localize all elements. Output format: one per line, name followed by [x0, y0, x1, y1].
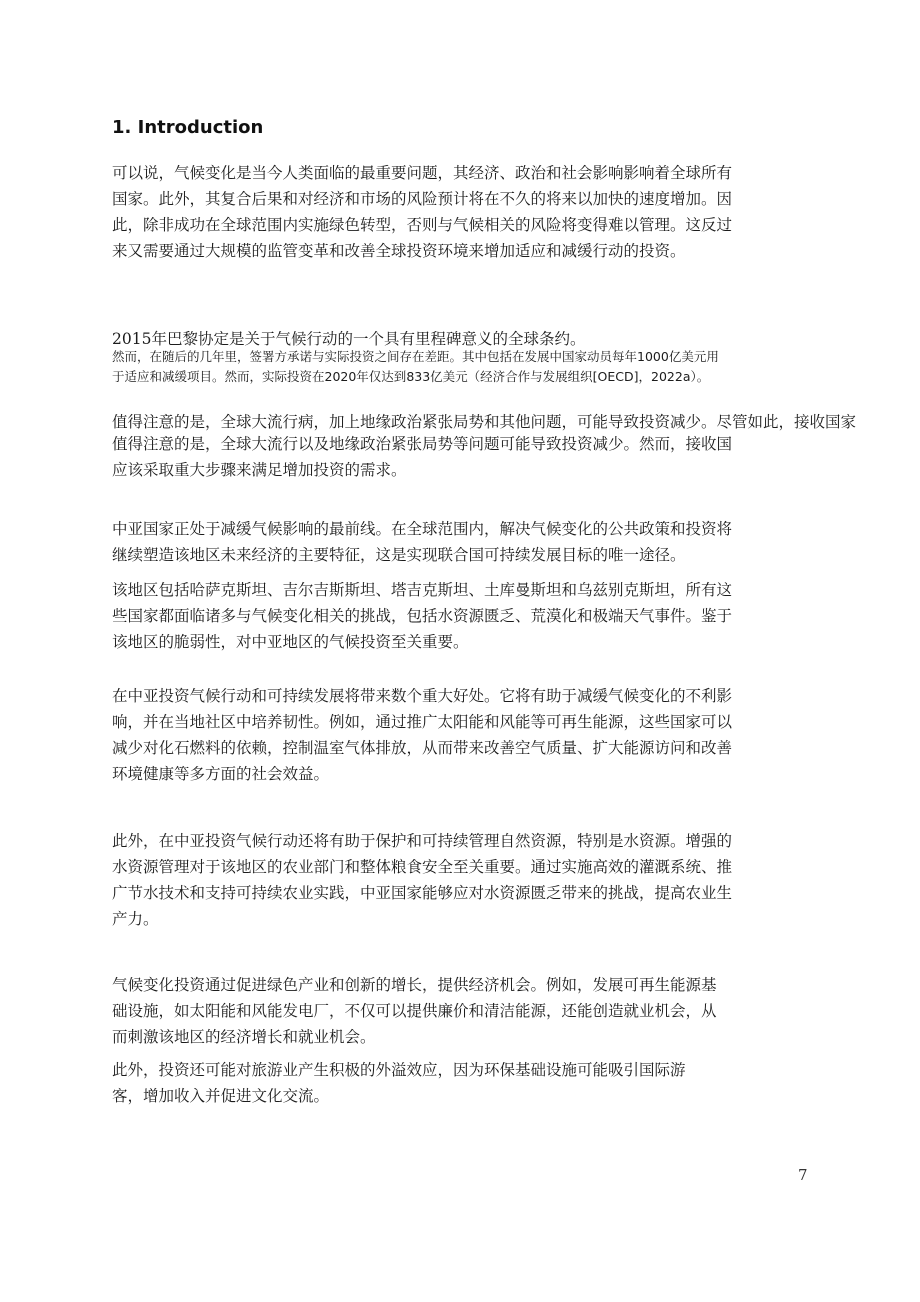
- paragraph-central-asia-frontline: [112, 516, 802, 568]
- text-line: 些国家都面临诸多与气候变化相关的挑战，包括水资源匮乏、荒漠化和极端天气事件。鉴于: [112, 607, 733, 625]
- text-line: 础设施，如太阳能和风能发电厂，不仅可以提供廉价和清洁能源，还能创造就业机会，从: [112, 1002, 717, 1020]
- paragraph-water-resources: [112, 828, 802, 932]
- text-line: 产力。: [112, 910, 159, 928]
- text-line: 减少对化石燃料的依赖，控制温室气体排放，从而带来改善空气质量、扩大能源访问和改善: [112, 739, 733, 757]
- text-line: 继续塑造该地区未来经济的主要特征，这是实现联合国可持续发展目标的唯一途径。: [112, 546, 686, 564]
- text-line: 该地区的脆弱性，对中亚地区的气候投资至关重要。: [112, 633, 469, 651]
- text-line: 于适应和减缓项目。然而，实际投资在2020年仅达到833亿美元（经济合作与发展组织[OECD]，2022a）。: [112, 369, 710, 384]
- text-line: 在中亚投资气候行动和可持续发展将带来数个重大好处。它将有助于减缓气候变化的不利影: [112, 687, 733, 705]
- text-line: 此外，投资还可能对旅游业产生积极的外溢效应，因为环保基础设施可能吸引国际游: [112, 1061, 686, 1079]
- text-line: 中亚国家正处于减缓气候影响的最前线。在全球范围内，解决气候变化的公共政策和投资将: [112, 520, 733, 538]
- paragraph-benefits: [112, 683, 802, 787]
- paragraph-paris-agreement-detail: [112, 347, 802, 387]
- text-line: 值得注意的是，全球大流行以及地缘政治紧张局势等问题可能导致投资减少。然而，接收国: [112, 435, 733, 453]
- text-line: 可以说，气候变化是当今人类面临的最重要问题，其经济、政治和社会影响影响着全球所有: [112, 164, 733, 182]
- text-line: 广节水技术和支持可持续农业实践，中亚国家能够应对水资源匮乏带来的挑战，提高农业生: [112, 884, 733, 902]
- paragraph-tourism: [112, 1057, 802, 1109]
- text-line: 环境健康等多方面的社会效益。: [112, 765, 330, 783]
- text-line: 而刺激该地区的经济增长和就业机会。: [112, 1028, 376, 1046]
- section-heading: 1. Introduction: [112, 117, 264, 138]
- text-line: 响，并在当地社区中培养韧性。例如，通过推广太阳能和风能等可再生能源，这些国家可以: [112, 713, 733, 731]
- text-line: 该地区包括哈萨克斯坦、吉尔吉斯斯坦、塔吉克斯坦、土库曼斯坦和乌兹别克斯坦，所有这: [112, 581, 733, 599]
- paragraph-pandemic: [112, 431, 802, 483]
- paragraph-region-countries: [112, 577, 802, 655]
- text-line: 气候变化投资通过促进绿色产业和创新的增长，提供经济机会。例如，发展可再生能源基: [112, 976, 717, 994]
- text-line: 此外，在中亚投资气候行动还将有助于保护和可持续管理自然资源，特别是水资源。增强的: [112, 832, 733, 850]
- text-line: 2015年巴黎协定是关于气候行动的一个具有里程碑意义的全球条约。: [112, 330, 586, 348]
- page-number: 7: [798, 1166, 808, 1184]
- text-line: 水资源管理对于该地区的农业部门和整体粮食安全至关重要。通过实施高效的灌溉系统、推: [112, 858, 733, 876]
- text-line: 来又需要通过大规模的监管变革和改善全球投资环境来增加适应和减缓行动的投资。: [112, 242, 686, 260]
- overflow-text-line: 值得注意的是，全球大流行病，加上地缘政治紧张局势和其他问题，可能导致投资减少。尽管如此，接收国家: [112, 413, 857, 431]
- paragraph-introduction: [112, 160, 802, 264]
- text-line: 然而，在随后的几年里，签署方承诺与实际投资之间存在差距。其中包括在发展中国家动员每年1000亿美元用: [112, 349, 719, 364]
- text-line: 国家。此外，其复合后果和对经济和市场的风险预计将在不久的将来以加快的速度增加。因: [112, 190, 733, 208]
- paragraph-economic-opportunity: [112, 972, 802, 1050]
- text-line: 客，增加收入并促进文化交流。: [112, 1087, 330, 1105]
- text-line: 此，除非成功在全球范围内实施绿色转型，否则与气候相关的风险将变得难以管理。这反过: [112, 216, 733, 234]
- text-line: 应该采取重大步骤来满足增加投资的需求。: [112, 461, 407, 479]
